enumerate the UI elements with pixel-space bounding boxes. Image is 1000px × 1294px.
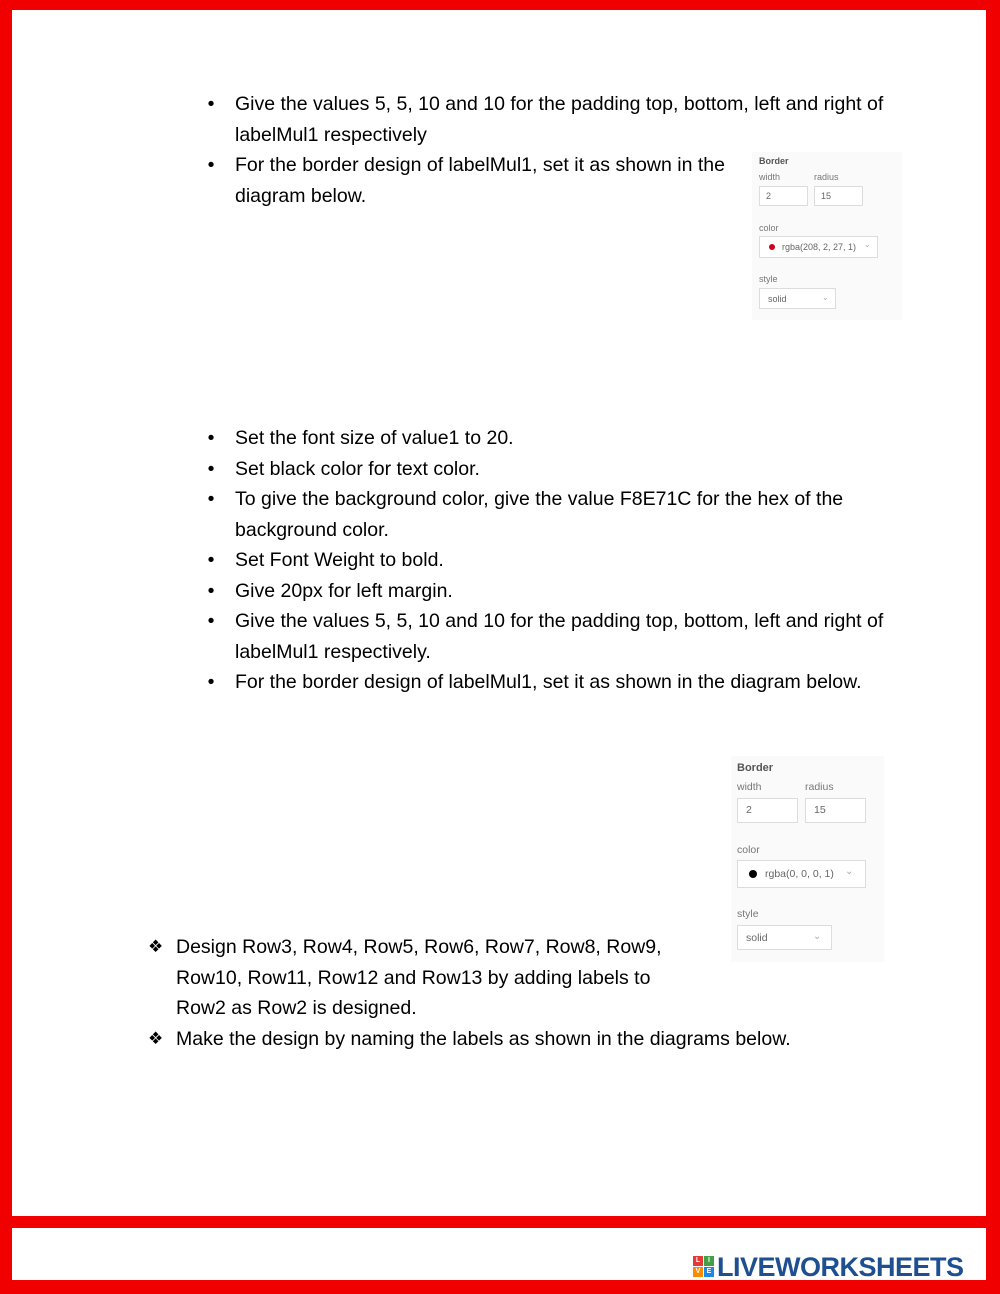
diamond-bullet-icon: ❖	[148, 1028, 164, 1048]
page-frame-right	[986, 0, 1000, 1294]
color-select[interactable]: rgba(0, 0, 0, 1)	[737, 860, 866, 888]
list-item	[205, 606, 885, 667]
list-item	[205, 667, 885, 698]
list-item	[205, 484, 885, 545]
style-label: style	[737, 908, 759, 920]
radius-label: radius	[814, 172, 839, 182]
page-frame-left	[0, 0, 12, 1294]
list-item	[205, 454, 885, 485]
radius-input[interactable]: 15	[805, 798, 866, 823]
list-item-text: For the border design of labelMul1, set it as shown in the diagram below.	[235, 671, 862, 693]
list-item	[205, 576, 885, 607]
width-input[interactable]: 2	[737, 798, 798, 823]
list-item	[148, 932, 696, 1024]
color-label: color	[737, 844, 760, 856]
bullet-icon: •	[207, 488, 215, 510]
color-swatch-icon	[769, 244, 775, 250]
diamond-bullet-icon: ❖	[148, 937, 164, 956]
list-item-text: Set Font Weight to bold.	[235, 549, 444, 571]
width-label: width	[737, 781, 762, 793]
bullet-icon: •	[207, 610, 215, 632]
bullet-icon: •	[207, 427, 215, 449]
list-item-text: To give the background color, give the value F8E71C for the hex of the background color.	[235, 488, 844, 541]
list-item-text: Make the design by naming the labels as shown in the diagrams below.	[176, 1027, 791, 1050]
instruction-list-3	[148, 932, 868, 1054]
logo-cubes-icon	[693, 1256, 715, 1278]
chevron-down-icon: ⌄	[813, 931, 822, 942]
chevron-down-icon: ⌄	[822, 293, 829, 302]
list-item-text: Design Row3, Row4, Row5, Row6, Row7, Row8, Row9, Row10, Row11, Row12 and Row13 by adding labels to Row2 as Row2 is designed.	[176, 936, 662, 1019]
list-item-text: Give 20px for left margin.	[235, 579, 453, 602]
logo-text: LIVEWORKSHEETS	[717, 1252, 964, 1282]
list-item-text: Give the values 5, 5, 10 and 10 for the padding top, bottom, left and right of labelMul1 respectively	[235, 93, 884, 146]
panel-title: Border	[759, 156, 789, 166]
width-label: width	[759, 172, 781, 182]
bullet-icon: •	[207, 671, 215, 693]
bullet-icon: •	[207, 549, 215, 571]
chevron-down-icon: ⌄	[864, 240, 871, 249]
list-item	[148, 1024, 868, 1055]
list-item-text: Set black color for text color.	[235, 457, 480, 480]
radius-input[interactable]: 15	[814, 186, 863, 206]
list-item-text: Set the font size of value1 to 20.	[235, 427, 514, 449]
radius-label: radius	[805, 781, 834, 793]
instruction-list-2	[205, 423, 885, 698]
logo-cube: L	[693, 1256, 703, 1266]
style-select[interactable]: solid	[759, 288, 836, 309]
page-frame-top	[0, 0, 1000, 10]
page-frame-footer-band	[0, 1216, 1000, 1228]
list-item	[205, 89, 885, 150]
style-select[interactable]: solid	[737, 925, 832, 950]
color-select[interactable]: rgba(208, 2, 27, 1)	[759, 236, 878, 258]
logo-cube: V	[693, 1267, 703, 1277]
page-frame-bottom	[0, 1280, 1000, 1294]
chevron-down-icon: ⌄	[845, 866, 854, 877]
list-item-text: Give the values 5, 5, 10 and 10 for the padding top, bottom, left and right of labelMul1 respectively.	[235, 610, 884, 663]
bullet-icon: •	[207, 457, 215, 480]
panel-title: Border	[737, 762, 774, 774]
logo-cube: I	[704, 1256, 714, 1266]
bullet-icon: •	[207, 154, 215, 176]
bullet-icon: •	[207, 93, 215, 115]
list-item	[205, 423, 885, 454]
list-item	[205, 150, 745, 211]
color-swatch-icon	[749, 870, 757, 878]
width-input[interactable]: 2	[759, 186, 808, 206]
border-settings-panel-red	[752, 152, 902, 320]
list-item-text: For the border design of labelMul1, set it as shown in the diagram below.	[235, 154, 725, 207]
style-label: style	[759, 274, 778, 284]
color-label: color	[759, 223, 779, 233]
list-item	[205, 545, 885, 576]
logo-cube: E	[704, 1267, 714, 1277]
bullet-icon: •	[207, 579, 215, 602]
